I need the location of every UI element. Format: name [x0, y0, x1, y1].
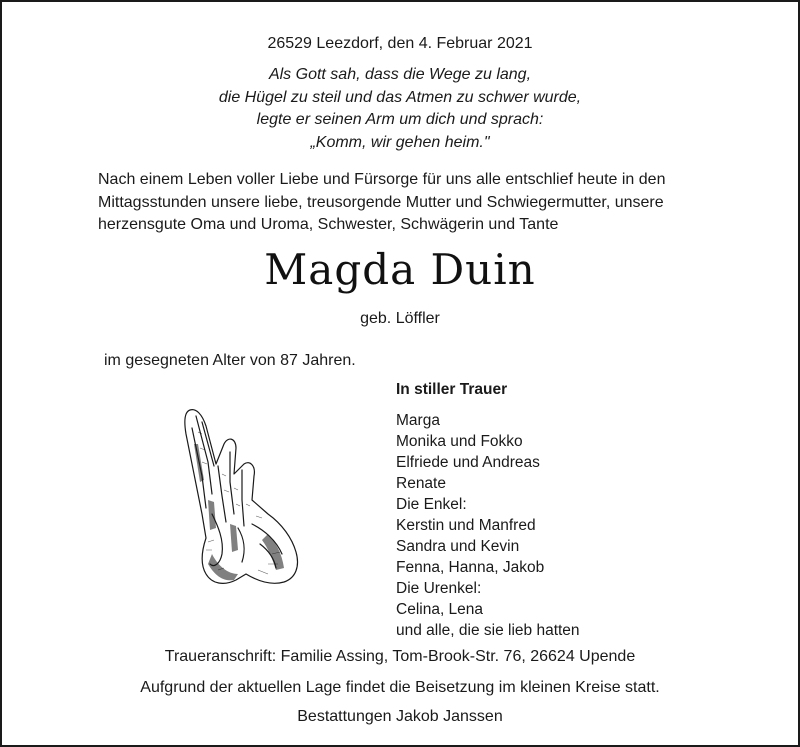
poem-line: „Komm, wir gehen heim."	[310, 133, 490, 151]
mourning-address: Traueranschrift: Familie Assing, Tom-Brook-Str. 76, 26624 Upende	[164, 648, 636, 665]
undertaker: Bestattungen Jakob Janssen	[297, 708, 503, 725]
mourner-item: Sandra und Kevin	[396, 538, 520, 555]
mourner-item: und alle, die sie lieb hatten	[396, 622, 580, 639]
poem	[2, 64, 798, 154]
praying-hands-icon	[172, 404, 312, 588]
mourner-item: Renate	[396, 475, 446, 492]
mourner-item: Elfriede und Andreas	[396, 454, 540, 471]
mourner-item: Marga	[396, 412, 440, 429]
intro-line: Nach einem Leben voller Liebe und Fürsorge für uns alle entschlief heute in den	[98, 171, 666, 188]
mourners-list	[396, 410, 580, 641]
mourner-item: Monika und Fokko	[396, 433, 523, 450]
poem-line: legte er seinen Arm um dich und sprach:	[256, 111, 544, 128]
intro-line: herzensgute Oma und Uroma, Schwester, Schwägerin und Tante	[98, 216, 559, 233]
deceased-name: Magda Duin	[264, 245, 536, 294]
mourner-item: Die Urenkel:	[396, 580, 482, 597]
mourning-heading: In stiller Trauer	[396, 381, 508, 398]
age-line: im gesegneten Alter von 87 Jahren.	[104, 352, 356, 369]
intro-text	[98, 169, 665, 237]
birth-name: geb. Löffler	[360, 310, 440, 327]
poem-line: die Hügel zu steil und das Atmen zu schwer wurde,	[218, 88, 582, 106]
funeral-notice: Aufgrund der aktuellen Lage findet die Beisetzung im kleinen Kreise statt.	[140, 679, 660, 696]
poem-line: Als Gott sah, dass die Wege zu lang,	[268, 66, 532, 83]
place-date: 26529 Leezdorf, den 4. Februar 2021	[267, 35, 533, 52]
mourner-item: Celina, Lena	[396, 601, 484, 618]
mourner-item: Kerstin und Manfred	[396, 517, 536, 534]
intro-line: Mittagsstunden unsere liebe, treusorgende Mutter und Schwiegermutter, unsere	[98, 193, 664, 211]
mourner-item: Die Enkel:	[396, 496, 467, 513]
mourner-item: Fenna, Hanna, Jakob	[396, 559, 545, 576]
